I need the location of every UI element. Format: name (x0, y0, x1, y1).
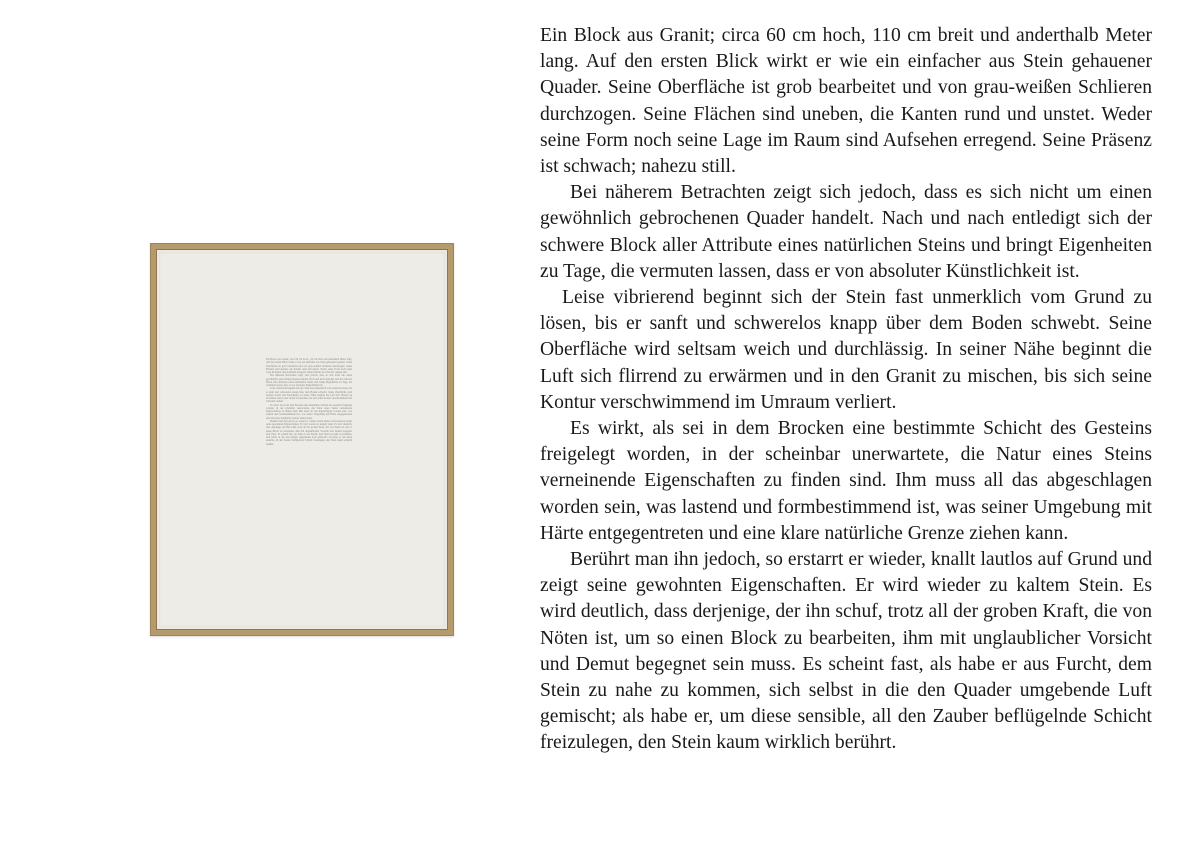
framed-artwork (150, 243, 454, 636)
paragraph-2: Bei näherem Betrachten zeigt sich jedoch, dass es sich nicht um einen gewöhnlich gebrochenen Quader handelt. Nach und nach entledigt sich der schwere Block aller Attribute eines natürlichen Steins und bringt Eigenheiten zu Tage, die vermuten lassen, dass er von absoluter Künstlichkeit ist. (540, 182, 1152, 282)
paragraph-1: Ein Block aus Granit; circa 60 cm hoch, 110 cm breit und anderthalb Meter lang. Auf den ersten Blick wirkt er wie ein einfacher aus Stein gehauener Quader. Seine Oberfläche ist grob bearbeitet und von grau-weißen Schlieren durchzogen. Seine Flächen sind uneben, die Kanten rund und unstet. Weder seine Form noch seine Lage im Raum sind Aufsehen erregend. Seine Präsenz ist schwach; nahezu still. (540, 25, 1152, 178)
artwork-paragraph-4: Es wirkt, als sei in dem Brocken eine bestimmte Schicht des Gesteins freigelegt worden, in der scheinbar unerwartete, die Natur eines Steins verneinende Eigenschaften zu finden sind. Ihm muss all das abgeschlagen worden sein, was lastend und formbestimmend ist, was seiner Umgebung mit Härte entgegentreten und eine klare natürliche Grenze ziehen kann. (266, 403, 352, 420)
artwork-paragraph-2: Bei näherem Betrachten zeigt sich jedoch, dass es sich nicht um einen gewöhnlich gebrochenen Quader handelt. Nach und nach entledigt sich der schwere Block aller Attribute eines natürlichen Steins und bringt Eigenheiten zu Tage, die vermuten lassen, dass er von absoluter Künstlichkeit ist. (266, 374, 352, 387)
artwork-paragraph-5: Berührt man ihn jedoch, so erstarrt er wieder, knallt lautlos auf Grund und zeigt seine gewohnten Eigenschaften. Er wird wieder zu kaltem Stein. Es wird deutlich, dass derjenige, der ihn schuf, trotz all der groben Kraft, die von Nöten ist, um so einen Block zu bearbeiten, ihm mit unglaublicher Vorsicht und Demut begegnet sein muss. Es scheint fast, als habe er aus Furcht, dem Stein zu nahe zu kommen, sich selbst in die den Quader umgebende Luft gemischt; als habe er, um diese sensible, all den Zauber beflügelnde Schicht freizulegen, den Stein kaum wirklich berührt. (266, 419, 352, 446)
artwork-paragraph-3: Leise vibrierend beginnt sich der Stein fast unmerklich vom Grund zu lösen, bis er sanft und schwerelos knapp über dem Boden schwebt. Seine Oberfläche wird seltsam weich und durchlässig. In seiner Nähe beginnt die Luft sich flirrend zu erwärmen und in den Granit zu mischen, bis sich seine Kontur verschwimmend im Umraum verliert. (266, 387, 352, 404)
paragraph-4: Es wirkt, als sei in dem Brocken eine bestimmte Schicht des Gesteins freigelegt worden, in der scheinbar unerwartete, die Natur eines Steins verneinende Eigenschaften zu finden sind. Ihm muss all das abgeschlagen worden sein, was lastend und formbestimmend ist, was seiner Umgebung mit Härte entgegentreten und eine klare natürliche Grenze ziehen kann. (540, 418, 1152, 544)
body-text (540, 23, 1152, 757)
artwork-text-block (266, 358, 352, 492)
paragraph-5: Berührt man ihn jedoch, so erstarrt er wieder, knallt lautlos auf Grund und zeigt seine gewohnten Eigenschaften. Er wird wieder zu kaltem Stein. Es wird deutlich, dass derjenige, der ihn schuf, trotz all der groben Kraft, die von Nöten ist, um so einen Block zu bearbeiten, ihm mit unglaublicher Vorsicht und Demut begegnet sein muss. Es scheint fast, als habe er aus Furcht, dem Stein zu nahe zu kommen, sich selbst in die den Quader umgebende Luft gemischt; als habe er, um diese sensible, all den Zauber beflügelnde Schicht freizulegen, den Stein kaum wirklich berührt. (540, 549, 1152, 754)
artwork-mat (159, 252, 445, 627)
paragraph-3: Leise vibrierend beginnt sich der Stein fast unmerklich vom Grund zu lösen, bis er sanft und schwerelos knapp über dem Boden schwebt. Seine Oberfläche wird seltsam weich und durchlässig. In seiner Nähe beginnt die Luft sich flirrend zu erwärmen und in den Granit zu mischen, bis sich seine Kontur verschwimmend im Umraum verliert. (540, 287, 1152, 413)
artwork-paragraph-1: Ein Block aus Granit; circa 60 cm hoch, 110 cm breit und anderthalb Meter lang. Auf den ersten Blick wirkt er wie ein einfacher aus Stein gehauener Quader. Seine Oberfläche ist grob bearbeitet und von grau-weißen Schlieren durchzogen. Seine Flächen sind uneben, die Kanten rund und unstet. Weder seine Form noch seine Lage im Raum sind Aufsehen erregend. Seine Präsenz ist schwach; nahezu still. (266, 358, 352, 374)
